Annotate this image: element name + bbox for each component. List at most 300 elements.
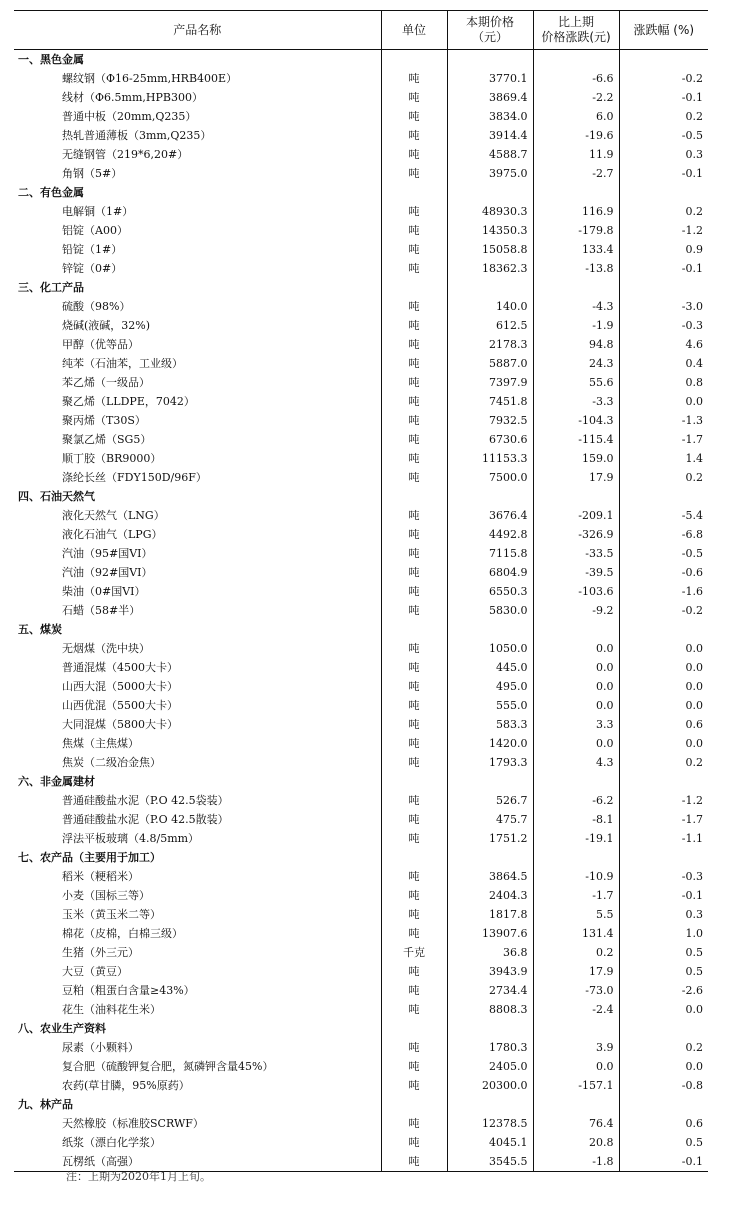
percent-cell: 0.9	[619, 240, 708, 259]
unit-cell: 吨	[381, 221, 447, 240]
category-row	[14, 1095, 708, 1114]
table-row	[14, 354, 708, 373]
unit-cell: 吨	[381, 658, 447, 677]
unit-cell: 吨	[381, 924, 447, 943]
change-cell: 5.5	[533, 905, 619, 924]
unit-cell: 吨	[381, 962, 447, 981]
category-row	[14, 1019, 708, 1038]
price-cell: 6804.9	[447, 563, 533, 582]
unit-cell: 千克	[381, 943, 447, 962]
table-row	[14, 924, 708, 943]
table-row	[14, 1038, 708, 1057]
percent-cell: 0.2	[619, 1038, 708, 1057]
unit-cell: 吨	[381, 88, 447, 107]
change-cell	[533, 772, 619, 791]
header-current-price-line2: （元）	[471, 30, 508, 44]
percent-cell: -0.3	[619, 867, 708, 886]
percent-cell: 0.2	[619, 107, 708, 126]
table-row	[14, 240, 708, 259]
table-row	[14, 639, 708, 658]
price-cell	[447, 620, 533, 639]
unit-cell	[381, 278, 447, 297]
unit-cell	[381, 50, 447, 70]
category-name: 一、黑色金属	[18, 53, 84, 66]
change-cell: -2.2	[533, 88, 619, 107]
unit-cell: 吨	[381, 905, 447, 924]
percent-cell: -0.3	[619, 316, 708, 335]
change-cell: -4.3	[533, 297, 619, 316]
unit-cell: 吨	[381, 411, 447, 430]
price-cell: 3834.0	[447, 107, 533, 126]
product-name-cell: 大同混煤（5800大卡）	[62, 718, 178, 731]
product-name-cell: 农药(草甘膦，95%原药）	[62, 1079, 190, 1092]
header-current-price	[447, 11, 533, 50]
price-cell: 18362.3	[447, 259, 533, 278]
price-cell: 48930.3	[447, 202, 533, 221]
table-row	[14, 297, 708, 316]
unit-cell: 吨	[381, 1152, 447, 1172]
change-cell: 0.0	[533, 677, 619, 696]
product-name-cell: 柴油（0#国VI）	[62, 585, 146, 598]
product-name-cell: 焦炭（二级冶金焦）	[62, 756, 161, 769]
product-name-cell: 聚乙烯（LLDPE，7042）	[62, 395, 195, 408]
product-name-cell: 山西优混（5500大卡）	[62, 699, 178, 712]
table-row	[14, 449, 708, 468]
price-cell: 1050.0	[447, 639, 533, 658]
percent-cell: -1.3	[619, 411, 708, 430]
percent-cell: -0.6	[619, 563, 708, 582]
price-cell: 7451.8	[447, 392, 533, 411]
price-cell: 5830.0	[447, 601, 533, 620]
price-cell: 12378.5	[447, 1114, 533, 1133]
change-cell: 17.9	[533, 468, 619, 487]
change-cell: 76.4	[533, 1114, 619, 1133]
percent-cell	[619, 183, 708, 202]
category-row	[14, 848, 708, 867]
price-cell	[447, 848, 533, 867]
product-name-cell: 生猪（外三元）	[62, 946, 139, 959]
percent-cell: 0.5	[619, 1133, 708, 1152]
header-row	[14, 11, 708, 50]
percent-cell: 0.3	[619, 145, 708, 164]
price-cell: 3676.4	[447, 506, 533, 525]
product-name-cell: 线材（Φ6.5mm,HPB300）	[62, 91, 203, 104]
product-name-cell: 普通混煤（4500大卡）	[62, 661, 178, 674]
change-cell: -104.3	[533, 411, 619, 430]
price-cell: 36.8	[447, 943, 533, 962]
percent-cell	[619, 50, 708, 70]
percent-cell: -0.2	[619, 601, 708, 620]
category-row	[14, 772, 708, 791]
unit-cell: 吨	[381, 525, 447, 544]
table-row	[14, 88, 708, 107]
percent-cell	[619, 620, 708, 639]
price-cell	[447, 1095, 533, 1114]
change-cell: -19.6	[533, 126, 619, 145]
category-name: 九、林产品	[18, 1098, 73, 1111]
unit-cell: 吨	[381, 354, 447, 373]
header-unit: 单位	[381, 11, 447, 50]
unit-cell	[381, 487, 447, 506]
price-cell: 2404.3	[447, 886, 533, 905]
table-row	[14, 1114, 708, 1133]
category-row	[14, 50, 708, 70]
percent-cell: -0.8	[619, 1076, 708, 1095]
unit-cell: 吨	[381, 392, 447, 411]
change-cell: 55.6	[533, 373, 619, 392]
table-row	[14, 1133, 708, 1152]
percent-cell: 0.0	[619, 734, 708, 753]
change-cell: -6.6	[533, 69, 619, 88]
price-cell: 7397.9	[447, 373, 533, 392]
price-cell: 4492.8	[447, 525, 533, 544]
category-name: 八、农业生产资料	[18, 1022, 106, 1035]
table-row	[14, 1076, 708, 1095]
price-cell: 4588.7	[447, 145, 533, 164]
percent-cell: 0.0	[619, 696, 708, 715]
table-row	[14, 1000, 708, 1019]
product-name-cell: 聚氯乙烯（SG5）	[62, 433, 152, 446]
product-name-cell: 无烟煤（洗中块）	[62, 642, 150, 655]
category-name: 二、有色金属	[18, 186, 84, 199]
product-name-cell: 棉花（皮棉，白棉三级）	[62, 927, 183, 940]
table-row	[14, 753, 708, 772]
price-cell: 3914.4	[447, 126, 533, 145]
percent-cell: 0.3	[619, 905, 708, 924]
percent-cell: 0.5	[619, 943, 708, 962]
table-row	[14, 810, 708, 829]
percent-cell: 0.0	[619, 677, 708, 696]
header-current-price-line1: 本期价格	[465, 15, 514, 29]
percent-cell: 0.0	[619, 639, 708, 658]
change-cell	[533, 620, 619, 639]
change-cell: -2.7	[533, 164, 619, 183]
table-row	[14, 202, 708, 221]
change-cell	[533, 1019, 619, 1038]
percent-cell: -1.7	[619, 810, 708, 829]
unit-cell: 吨	[381, 639, 447, 658]
unit-cell: 吨	[381, 468, 447, 487]
percent-cell: -1.7	[619, 430, 708, 449]
table-row	[14, 411, 708, 430]
table-row	[14, 373, 708, 392]
unit-cell: 吨	[381, 886, 447, 905]
price-cell: 526.7	[447, 791, 533, 810]
percent-cell: 0.5	[619, 962, 708, 981]
percent-cell: 4.6	[619, 335, 708, 354]
unit-cell	[381, 772, 447, 791]
header-price-change-line1: 比上期	[557, 15, 594, 29]
change-cell: 159.0	[533, 449, 619, 468]
product-name-cell: 瓦楞纸（高强）	[14, 1152, 381, 1172]
percent-cell: 0.8	[619, 373, 708, 392]
unit-cell: 吨	[381, 677, 447, 696]
price-cell: 15058.8	[447, 240, 533, 259]
percent-cell: -2.6	[619, 981, 708, 1000]
unit-cell: 吨	[381, 69, 447, 88]
product-name-cell: 顺丁胶（BR9000）	[62, 452, 162, 465]
table-row	[14, 525, 708, 544]
price-table	[14, 10, 708, 1172]
percent-cell: -6.8	[619, 525, 708, 544]
product-name-cell: 汽油（92#国VI）	[62, 566, 153, 579]
change-cell: -115.4	[533, 430, 619, 449]
product-name-cell: 电解铜（1#）	[62, 205, 134, 218]
percent-cell: 0.6	[619, 715, 708, 734]
unit-cell: 吨	[381, 1133, 447, 1152]
price-cell: 612.5	[447, 316, 533, 335]
price-cell: 5887.0	[447, 354, 533, 373]
product-name-cell: 聚丙烯（T30S）	[62, 414, 146, 427]
table-row	[14, 69, 708, 88]
unit-cell: 吨	[381, 202, 447, 221]
percent-cell: 0.0	[619, 658, 708, 677]
percent-cell: -1.6	[619, 582, 708, 601]
change-cell: 116.9	[533, 202, 619, 221]
unit-cell: 吨	[381, 753, 447, 772]
change-cell: 133.4	[533, 240, 619, 259]
price-cell: 140.0	[447, 297, 533, 316]
percent-cell: 0.6	[619, 1114, 708, 1133]
product-name-cell: 无缝钢管（219*6,20#）	[62, 148, 189, 161]
unit-cell: 吨	[381, 829, 447, 848]
price-cell	[447, 50, 533, 70]
product-name-cell: 角钢（5#）	[62, 167, 123, 180]
price-cell: 11153.3	[447, 449, 533, 468]
percent-cell	[619, 1095, 708, 1114]
unit-cell: 吨	[381, 1114, 447, 1133]
price-cell: 3943.9	[447, 962, 533, 981]
product-name-cell: 焦煤（主焦煤）	[62, 737, 139, 750]
unit-cell: 吨	[381, 297, 447, 316]
percent-cell: 0.0	[619, 1057, 708, 1076]
change-cell: -6.2	[533, 791, 619, 810]
percent-cell	[619, 487, 708, 506]
table-row	[14, 791, 708, 810]
category-row	[14, 487, 708, 506]
product-name-cell: 纸浆（漂白化学浆）	[62, 1136, 161, 1149]
price-cell: 1751.2	[447, 829, 533, 848]
product-name-cell: 铅锭（1#）	[62, 243, 123, 256]
price-cell: 6730.6	[447, 430, 533, 449]
table-row	[14, 734, 708, 753]
table-row	[14, 259, 708, 278]
table-row	[14, 886, 708, 905]
unit-cell: 吨	[381, 1000, 447, 1019]
product-name-cell: 复合肥（硫酸钾复合肥，氮磷钾含量45%）	[62, 1060, 274, 1073]
table-row	[14, 506, 708, 525]
percent-cell	[619, 848, 708, 867]
percent-cell: 1.0	[619, 924, 708, 943]
price-cell: 7115.8	[447, 544, 533, 563]
unit-cell: 吨	[381, 715, 447, 734]
change-cell: -1.7	[533, 886, 619, 905]
price-cell	[447, 1019, 533, 1038]
unit-cell: 吨	[381, 1038, 447, 1057]
change-cell: -13.8	[533, 259, 619, 278]
change-cell: 0.0	[533, 734, 619, 753]
change-cell: 24.3	[533, 354, 619, 373]
change-cell: -1.9	[533, 316, 619, 335]
category-name: 三、化工产品	[18, 281, 84, 294]
product-name-cell: 螺纹钢（Φ16-25mm,HRB400E）	[62, 72, 238, 85]
unit-cell: 吨	[381, 259, 447, 278]
percent-cell: -0.1	[619, 259, 708, 278]
product-name-cell: 烧碱(液碱，32%)	[62, 319, 151, 332]
price-cell: 1793.3	[447, 753, 533, 772]
change-cell: -10.9	[533, 867, 619, 886]
change-cell: 94.8	[533, 335, 619, 354]
table-row	[14, 867, 708, 886]
table-row	[14, 563, 708, 582]
unit-cell: 吨	[381, 145, 447, 164]
percent-cell: 1.4	[619, 449, 708, 468]
price-cell: 1817.8	[447, 905, 533, 924]
product-name-cell: 锌锭（0#）	[62, 262, 123, 275]
unit-cell: 吨	[381, 696, 447, 715]
header-percent-change: 涨跌幅 (%)	[619, 11, 708, 50]
table-row	[14, 335, 708, 354]
percent-cell: -0.1	[619, 164, 708, 183]
category-name: 七、农产品（主要用于加工）	[18, 851, 161, 864]
unit-cell	[381, 1019, 447, 1038]
table-row	[14, 696, 708, 715]
unit-cell: 吨	[381, 335, 447, 354]
price-cell: 7932.5	[447, 411, 533, 430]
unit-cell: 吨	[381, 867, 447, 886]
change-cell: 6.0	[533, 107, 619, 126]
table-row	[14, 677, 708, 696]
percent-cell: 0.2	[619, 468, 708, 487]
percent-cell: 0.0	[619, 1000, 708, 1019]
product-name-cell: 甲醇（优等品）	[62, 338, 139, 351]
product-name-cell: 尿素（小颗料）	[62, 1041, 139, 1054]
price-cell	[447, 772, 533, 791]
product-name-cell: 花生（油料花生米）	[62, 1003, 161, 1016]
product-name-cell: 热轧普通薄板（3mm,Q235）	[62, 129, 212, 142]
change-cell: 0.0	[533, 1057, 619, 1076]
category-row	[14, 620, 708, 639]
unit-cell: 吨	[381, 791, 447, 810]
change-cell: 11.9	[533, 145, 619, 164]
product-name-cell: 普通硅酸盐水泥（P.O 42.5袋装）	[62, 794, 229, 807]
unit-cell: 吨	[381, 107, 447, 126]
percent-cell: -0.5	[619, 126, 708, 145]
product-name-cell: 石蜡（58#半）	[62, 604, 141, 617]
percent-cell: 0.2	[619, 202, 708, 221]
change-cell: -326.9	[533, 525, 619, 544]
change-cell: 3.3	[533, 715, 619, 734]
product-name-cell: 普通硅酸盐水泥（P.O 42.5散装）	[62, 813, 229, 826]
change-cell	[533, 487, 619, 506]
price-cell: 475.7	[447, 810, 533, 829]
product-name-cell: 液化天然气（LNG）	[62, 509, 165, 522]
price-cell: 583.3	[447, 715, 533, 734]
unit-cell: 吨	[381, 544, 447, 563]
product-name-cell: 稻米（粳稻米）	[62, 870, 139, 883]
table-row	[14, 468, 708, 487]
price-cell: 20300.0	[447, 1076, 533, 1095]
price-cell: 555.0	[447, 696, 533, 715]
product-name-cell: 玉米（黄玉米二等）	[62, 908, 161, 921]
unit-cell: 吨	[381, 430, 447, 449]
table-row	[14, 430, 708, 449]
change-cell: -209.1	[533, 506, 619, 525]
change-cell: -3.3	[533, 392, 619, 411]
percent-cell: 0.4	[619, 354, 708, 373]
percent-cell: 0.2	[619, 753, 708, 772]
category-name: 六、非金属建材	[18, 775, 95, 788]
header-price-change-line2: 价格涨跌(元)	[541, 30, 611, 44]
unit-cell: 吨	[381, 126, 447, 145]
percent-cell	[619, 1019, 708, 1038]
table-row	[14, 981, 708, 1000]
table-row	[14, 107, 708, 126]
unit-cell	[381, 1095, 447, 1114]
change-cell: -9.2	[533, 601, 619, 620]
table-row	[14, 544, 708, 563]
table-row	[14, 145, 708, 164]
price-cell	[447, 183, 533, 202]
change-cell: 0.0	[533, 658, 619, 677]
price-cell	[447, 278, 533, 297]
percent-cell: -1.1	[619, 829, 708, 848]
table-row	[14, 962, 708, 981]
table-body	[14, 50, 708, 1172]
product-name-cell: 液化石油气（LPG）	[62, 528, 163, 541]
percent-cell: 0.0	[619, 392, 708, 411]
header-product-name: 产品名称	[14, 11, 381, 50]
table-row	[14, 943, 708, 962]
price-cell: 3864.5	[447, 867, 533, 886]
table-row	[14, 715, 708, 734]
unit-cell: 吨	[381, 373, 447, 392]
change-cell: 0.2	[533, 943, 619, 962]
unit-cell: 吨	[381, 1057, 447, 1076]
percent-cell: -5.4	[619, 506, 708, 525]
change-cell	[533, 278, 619, 297]
change-cell: 0.0	[533, 696, 619, 715]
change-cell: -103.6	[533, 582, 619, 601]
category-name: 四、石油天然气	[18, 490, 95, 503]
price-table-container	[14, 10, 708, 1172]
change-cell: -179.8	[533, 221, 619, 240]
table-row	[14, 1057, 708, 1076]
product-name-cell: 天然橡胶（标准胶SCRWF）	[62, 1117, 204, 1130]
product-name-cell: 硫酸（98%）	[62, 300, 131, 313]
price-cell: 495.0	[447, 677, 533, 696]
price-cell: 1780.3	[447, 1038, 533, 1057]
category-row	[14, 278, 708, 297]
category-name: 五、煤炭	[18, 623, 62, 636]
table-row	[14, 582, 708, 601]
price-cell: 3770.1	[447, 69, 533, 88]
unit-cell	[381, 620, 447, 639]
change-cell: -73.0	[533, 981, 619, 1000]
price-cell: 3975.0	[447, 164, 533, 183]
change-cell: 0.0	[533, 639, 619, 658]
unit-cell: 吨	[381, 601, 447, 620]
unit-cell: 吨	[381, 734, 447, 753]
product-name-cell: 苯乙烯（一级品）	[62, 376, 150, 389]
product-name-cell: 大豆（黄豆）	[62, 965, 128, 978]
table-row	[14, 905, 708, 924]
table-row	[14, 658, 708, 677]
table-row	[14, 601, 708, 620]
price-cell: 2405.0	[447, 1057, 533, 1076]
change-cell: -1.8	[533, 1152, 619, 1172]
unit-cell: 吨	[381, 810, 447, 829]
